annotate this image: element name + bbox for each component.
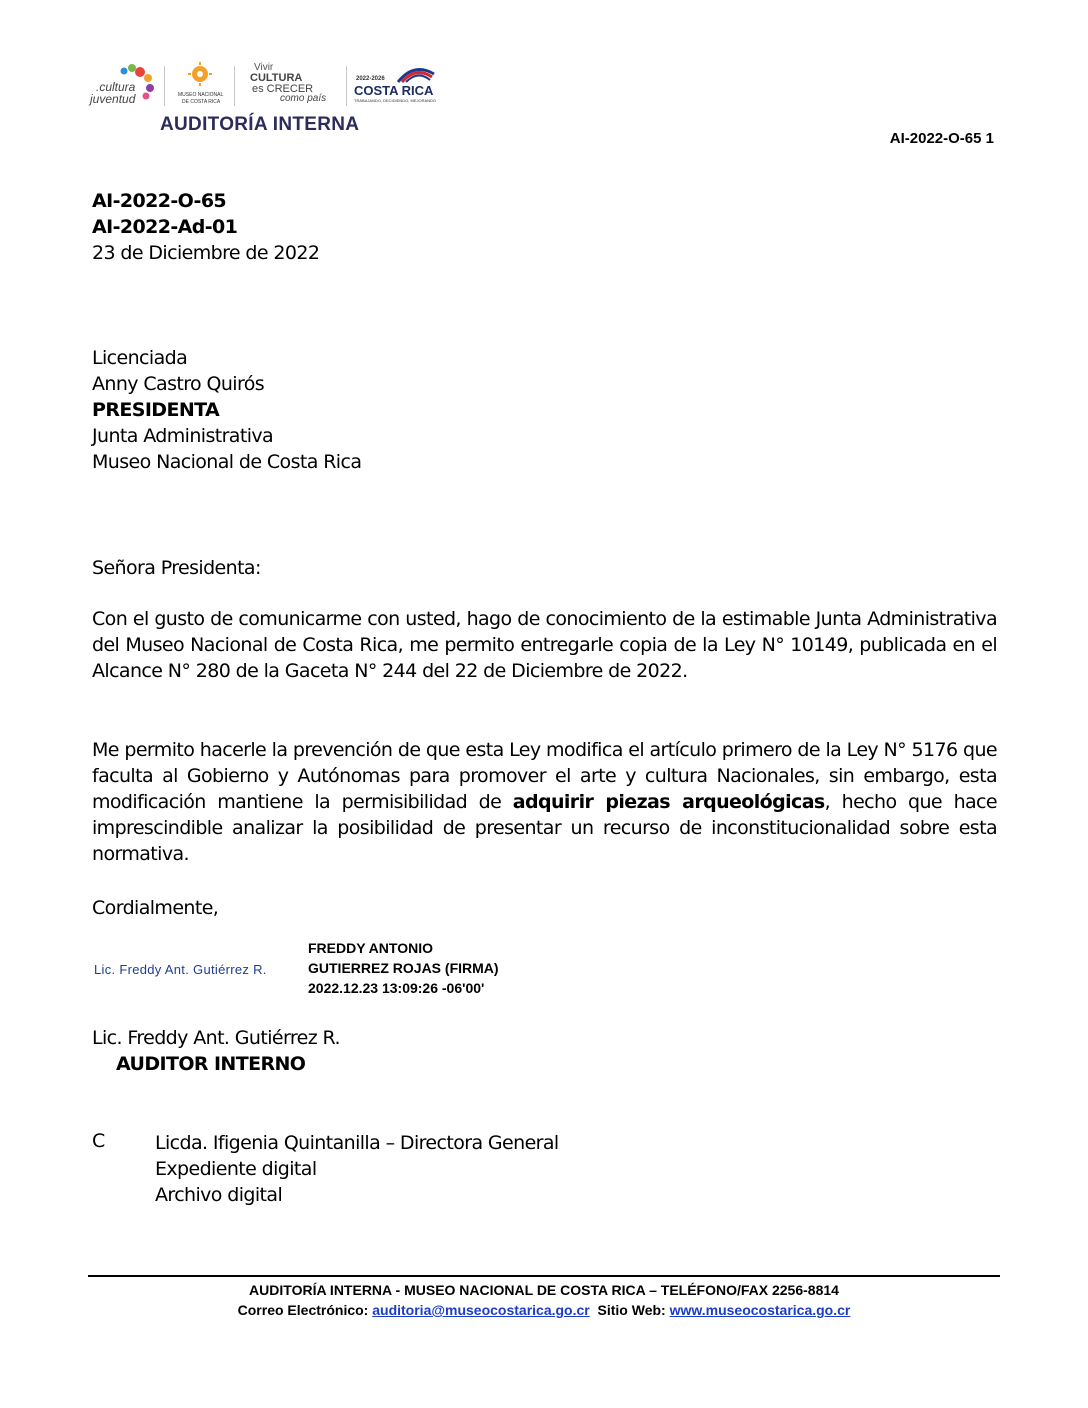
- museo-nacional-label: MUSEO NACIONAL: [178, 92, 224, 98]
- letter-date: 23 de Diciembre de 2022: [92, 242, 320, 264]
- recipient-role: PRESIDENTA: [92, 399, 220, 421]
- closing: Cordialmente,: [92, 897, 219, 919]
- museo-costa-rica-label: DE COSTA RICA: [182, 99, 221, 105]
- paragraph-1: Con el gusto de comunicarme con usted, hago de conocimiento de la estimable Junta Administrativa del Museo Nacional de Costa Rica, me permito entregarle copia de la Ley N° 10149, publicada en el Alcance N° 280 de la Gaceta N° 244 del 22 de Diciembre de 2022.: [92, 608, 997, 682]
- logo-divider: [164, 66, 165, 106]
- salutation: Señora Presidenta:: [92, 557, 261, 579]
- header-logos: [88, 62, 448, 110]
- paragraph-2-emphasis: adquirir piezas arqueológicas: [512, 791, 825, 813]
- motto-label: TRABAJANDO, DECIDIENDO, MEJORANDO: [354, 98, 437, 103]
- vivir-cultura-logo: [240, 62, 340, 108]
- costa-rica-gobierno-logo: [352, 62, 448, 108]
- museo-sun-emblem-icon: [172, 62, 232, 92]
- recipient-title: Licenciada: [92, 347, 188, 369]
- recipient-name: Anny Castro Quirós: [92, 373, 265, 395]
- department-title: AUDITORÍA INTERNA: [160, 114, 360, 135]
- digital-signature-name-line2: GUTIERREZ ROJAS (FIRMA): [308, 960, 499, 976]
- cc-list: [155, 1130, 559, 1208]
- reference-number-secondary: AI-2022-Ad-01: [92, 216, 238, 238]
- logo-divider: [346, 66, 347, 106]
- es-crecer-label: es CRECER: [252, 83, 314, 95]
- cc-item: Expediente digital: [155, 1158, 317, 1180]
- website-link[interactable]: www.museocostarica.go.cr: [669, 1302, 851, 1318]
- recipient-body: Junta Administrativa: [92, 425, 274, 447]
- costa-rica-label: COSTA RICA: [354, 83, 434, 98]
- digital-signature: [308, 938, 499, 998]
- cc-label: C: [92, 1130, 106, 1152]
- cc-item: Licda. Ifigenia Quintanilla – Directora General: [155, 1132, 559, 1154]
- footer-divider: [88, 1275, 1000, 1277]
- website-label: Sitio Web:: [597, 1302, 666, 1318]
- page-reference: AI-2022-O-65 1: [889, 130, 994, 147]
- handwritten-signature: Lic. Freddy Ant. Gutiérrez R.: [94, 962, 267, 977]
- recipient-institution: Museo Nacional de Costa Rica: [92, 451, 362, 473]
- email-label: Correo Electrónico:: [237, 1302, 369, 1318]
- paragraph-2: [92, 737, 997, 867]
- paragraph-2-text-end: , hecho que hace imprescindible analizar la posibilidad de presentar un recurso de inconstitucionalidad sobre esta normativa.: [92, 791, 997, 865]
- cultura-word-label: CULTURA: [250, 72, 303, 84]
- signer-role: AUDITOR INTERNO: [116, 1053, 306, 1075]
- vivir-label: Vivir: [254, 62, 274, 73]
- cc-item: Archivo digital: [155, 1184, 283, 1206]
- como-pais-label: como país: [280, 93, 327, 104]
- footer-links: [0, 1302, 1088, 1318]
- cultura-juventud-logo: [88, 62, 156, 108]
- signer-name: Lic. Freddy Ant. Gutiérrez R.: [92, 1027, 340, 1049]
- digital-signature-name-line1: FREDDY ANTONIO: [308, 940, 433, 956]
- paragraph-2-text-start: Me permito hacerle la prevención de que esta Ley modifica el artículo primero de la Ley N° 5176 que faculta al Gobierno y Autónomas para promover el arte y cultura Nacionales, sin embargo, esta modificación mantiene la permisibilidad de: [92, 739, 997, 813]
- museo-nacional-logo: [172, 62, 232, 108]
- juventud-label: juventud: [90, 92, 136, 106]
- reference-number: AI-2022-O-65: [92, 190, 227, 212]
- digital-signature-timestamp: 2022.12.23 13:09:26 -06'00': [308, 980, 485, 996]
- email-link[interactable]: auditoria@museocostarica.go.cr: [372, 1302, 590, 1318]
- footer-contact: AUDITORÍA INTERNA - MUSEO NACIONAL DE COSTA RICA – TELÉFONO/FAX 2256-8814: [249, 1282, 839, 1298]
- cultura-label: .cultura: [96, 80, 136, 94]
- logo-divider: [234, 66, 235, 106]
- period-label: 2022-2026: [356, 76, 385, 82]
